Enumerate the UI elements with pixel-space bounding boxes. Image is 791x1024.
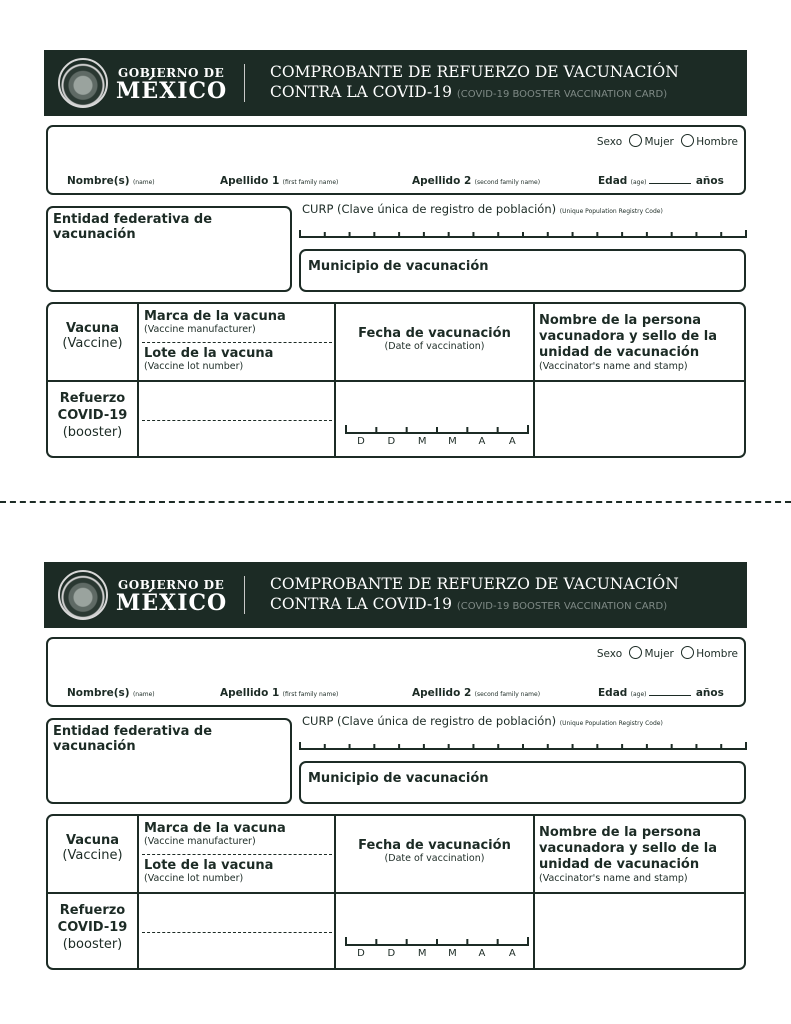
- second-surname-label: Apellido 2 (second family name): [412, 687, 541, 699]
- vaccinator-stamp-area[interactable]: [535, 894, 744, 968]
- card-title-line2: [270, 83, 667, 101]
- male-label: Hombre: [696, 648, 738, 660]
- header-divider: [244, 576, 245, 614]
- male-radio[interactable]: [681, 646, 694, 659]
- card-title-covid: CONTRA LA COVID-19: [270, 595, 452, 613]
- gobierno-de-text: GOBIERNO DE: [118, 66, 225, 80]
- header-dash-divider: [142, 854, 332, 855]
- municipality-box[interactable]: [299, 761, 746, 804]
- gobierno-de-text: GOBIERNO DE: [118, 578, 225, 592]
- age-line: [649, 695, 691, 696]
- date-letter: D: [357, 436, 365, 447]
- vaccine-header: Vacuna (Vaccine): [62, 321, 123, 351]
- card-title-english: (COVID-19 BOOSTER VACCINATION CARD): [456, 89, 668, 100]
- age-label: Edad (age) años: [598, 687, 724, 699]
- lot-header: Lote de la vacuna (Vaccine lot number): [144, 858, 274, 884]
- date-letter: A: [508, 436, 516, 447]
- date-letter: M: [417, 948, 427, 959]
- manufacturer-input[interactable]: [139, 382, 334, 420]
- mexico-text: MÉXICO: [116, 78, 228, 104]
- female-label: Mujer: [644, 136, 674, 148]
- sex-selector: [597, 646, 738, 660]
- date-header: Fecha de vacunación (Date of vaccination): [358, 838, 511, 864]
- booster-label: Refuerzo COVID-19 (booster): [57, 903, 128, 952]
- manufacturer-header: Marca de la vacuna (Vaccine manufacturer): [144, 821, 286, 847]
- municipality-box[interactable]: [299, 249, 746, 292]
- manufacturer-header: Marca de la vacuna (Vaccine manufacturer): [144, 309, 286, 335]
- date-header: Fecha de vacunación (Date of vaccination): [358, 326, 511, 352]
- vaccination-card: [0, 0, 791, 447]
- state-box[interactable]: [46, 718, 292, 804]
- date-letter: D: [357, 948, 365, 959]
- name-label: Nombre(s) (name): [67, 687, 155, 699]
- vaccine-table: [46, 302, 746, 458]
- municipality-label: Municipio de vacunación: [308, 259, 489, 274]
- booster-label: Refuerzo COVID-19 (booster): [57, 391, 128, 440]
- date-letter: M: [448, 948, 457, 959]
- card-header: [44, 562, 747, 628]
- vaccine-header: Vacuna (Vaccine): [62, 833, 123, 863]
- card-title-line2: [270, 595, 667, 613]
- card-title-covid: CONTRA LA COVID-19: [270, 83, 452, 101]
- first-surname-label: Apellido 1 (first family name): [220, 687, 339, 699]
- vaccination-card: [0, 512, 791, 959]
- date-letter: M: [417, 436, 427, 447]
- date-letter: A: [478, 948, 486, 959]
- personal-data-box[interactable]: [46, 125, 746, 195]
- curp-label: CURP (Clave única de registro de población) (Unique Population Registry Code): [302, 202, 663, 216]
- curp-label: CURP (Clave única de registro de población) (Unique Population Registry Code): [302, 714, 663, 728]
- first-surname-label: Apellido 1 (first family name): [220, 175, 339, 187]
- vaccinator-stamp-area[interactable]: [535, 382, 744, 456]
- card-title-line1: COMPROBANTE DE REFUERZO DE VACUNACIÓN: [270, 575, 679, 593]
- age-label: Edad (age) años: [598, 175, 724, 187]
- manufacturer-lot-divider: [142, 420, 332, 421]
- date-letter: D: [387, 948, 396, 959]
- date-letter: M: [448, 436, 457, 447]
- state-box[interactable]: [46, 206, 292, 292]
- card-header: [44, 50, 747, 116]
- municipality-label: Municipio de vacunación: [308, 771, 489, 786]
- lot-input[interactable]: [139, 422, 334, 456]
- personal-data-box[interactable]: [46, 637, 746, 707]
- lot-input[interactable]: [139, 934, 334, 968]
- lot-header: Lote de la vacuna (Vaccine lot number): [144, 346, 274, 372]
- female-label: Mujer: [644, 648, 674, 660]
- header-divider: [244, 64, 245, 102]
- vaccine-table: [46, 814, 746, 970]
- vaccinator-header: Nombre de la persona vacunadora y sello de la unidad de vacunación (Vaccinator's name and stamp): [539, 825, 717, 884]
- second-surname-label: Apellido 2 (second family name): [412, 175, 541, 187]
- date-letter: D: [387, 436, 396, 447]
- male-label: Hombre: [696, 136, 738, 148]
- card-title-english: (COVID-19 BOOSTER VACCINATION CARD): [456, 601, 668, 612]
- manufacturer-lot-divider: [142, 932, 332, 933]
- sex-label: Sexo: [596, 648, 623, 660]
- card-title-line1: COMPROBANTE DE REFUERZO DE VACUNACIÓN: [270, 63, 679, 81]
- sex-selector: [597, 134, 738, 148]
- date-letter: A: [478, 436, 486, 447]
- state-label: Entidad federativa de vacunación: [53, 212, 213, 242]
- date-field[interactable]: [344, 421, 530, 437]
- curp-field[interactable]: [298, 224, 748, 242]
- age-line: [649, 183, 691, 184]
- date-field[interactable]: [344, 933, 530, 949]
- sex-label: Sexo: [596, 136, 623, 148]
- female-radio[interactable]: [629, 134, 642, 147]
- name-label: Nombre(s) (name): [67, 175, 155, 187]
- curp-field[interactable]: [298, 736, 748, 754]
- date-letter: A: [508, 948, 516, 959]
- manufacturer-input[interactable]: [139, 894, 334, 932]
- header-dash-divider: [142, 342, 332, 343]
- male-radio[interactable]: [681, 134, 694, 147]
- mexico-seal-icon: [58, 570, 108, 620]
- vaccinator-header: Nombre de la persona vacunadora y sello de la unidad de vacunación (Vaccinator's name and stamp): [539, 313, 717, 372]
- state-label: Entidad federativa de vacunación: [53, 724, 213, 754]
- female-radio[interactable]: [629, 646, 642, 659]
- mexico-seal-icon: [58, 58, 108, 108]
- cut-line: [0, 501, 791, 503]
- mexico-text: MÉXICO: [116, 590, 228, 616]
